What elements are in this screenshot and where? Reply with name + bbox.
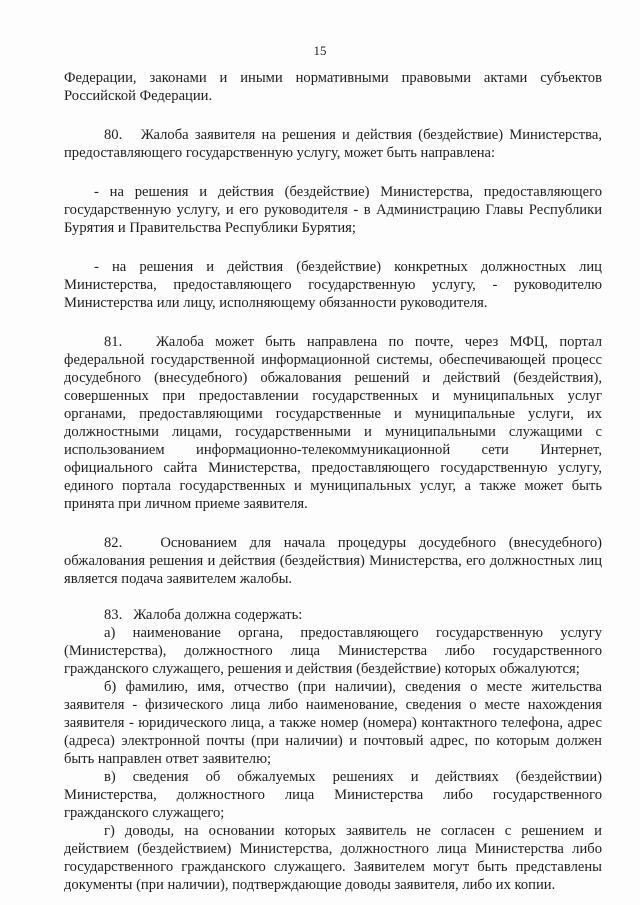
paragraph-continuation: Федерации, законами и иными нормативными правовыми актами субъектов Российской Федерации.	[64, 70, 602, 104]
paragraph-80-item-1: - на решения и действия (бездействие) Министерства, предоставляющего государственную услугу, и его руководителя - в Администрацию Главы Республики Бурятия и Правительства Республики Бурятия;	[64, 184, 602, 236]
paragraph-81: 81. Жалоба может быть направлена по почте, через МФЦ, портал федеральной государственной информационной системы, обеспечивающей процесс досудебного (внесудебного) обжалования решений и действий (бездействия), совершенных при предоставлении государственных и муниципальных услуг органами, предоставляющими государственные и муниципальные услуги, их должностными лицами, государственными и муниципальными служащими с использованием информационно-телекоммуникационной сети Интернет, официального сайта Министерства, предоставляющего государственную услугу, единого портала государственных и муниципальных услуг, а также может быть принята при личном приеме заявителя.	[64, 334, 602, 512]
page-number: 15	[313, 43, 327, 58]
paragraph-80-item-2: - на решения и действия (бездействие) конкретных должностных лиц Министерства, предоставляющего государственную услугу, - руководителю Министерства или лицу, исполняющему обязанности руководителя.	[64, 259, 602, 311]
paragraph-83-item-a: а) наименование органа, предоставляющего государственную услугу (Министерства), должностного лица Министерства либо государственного гражданского служащего, решения и действия (бездействие) которых обжалуются;	[64, 625, 602, 677]
paragraph-83: 83. Жалоба должна содержать:	[104, 607, 303, 623]
paragraph-82: 82. Основанием для начала процедуры досудебного (внесудебного) обжалования решения и действия (бездействия) Министерства, его должностных лиц является подача заявителем жалобы.	[64, 535, 602, 587]
page-body	[64, 69, 602, 894]
paragraph-80: 80. Жалоба заявителя на решения и действия (бездействие) Министерства, предоставляющего государственную услугу, может быть направлена:	[64, 127, 602, 161]
paragraph-83-item-v: в) сведения об обжалуемых решениях и действиях (бездействии) Министерства, должностного лица Министерства либо государственного гражданского служащего;	[64, 769, 602, 821]
paragraph-83-item-b: б) фамилию, имя, отчество (при наличии), сведения о месте жительства заявителя - физического лица либо наименование, сведения о месте нахождения заявителя - юридического лица, а также номер (номера) контактного телефона, адрес (адреса) электронной почты (при наличии) и почтовый адрес, по которым должен быть направлен ответ заявителю;	[64, 679, 602, 767]
paragraph-83-item-g: г) доводы, на основании которых заявитель не согласен с решением и действием (бездействием) Министерства, должностного лица Министерства либо государственного гражданского служащего. Заявителем могут быть представлены документы (при наличии), подтверждающие доводы заявителя, либо их копии.	[64, 823, 602, 893]
